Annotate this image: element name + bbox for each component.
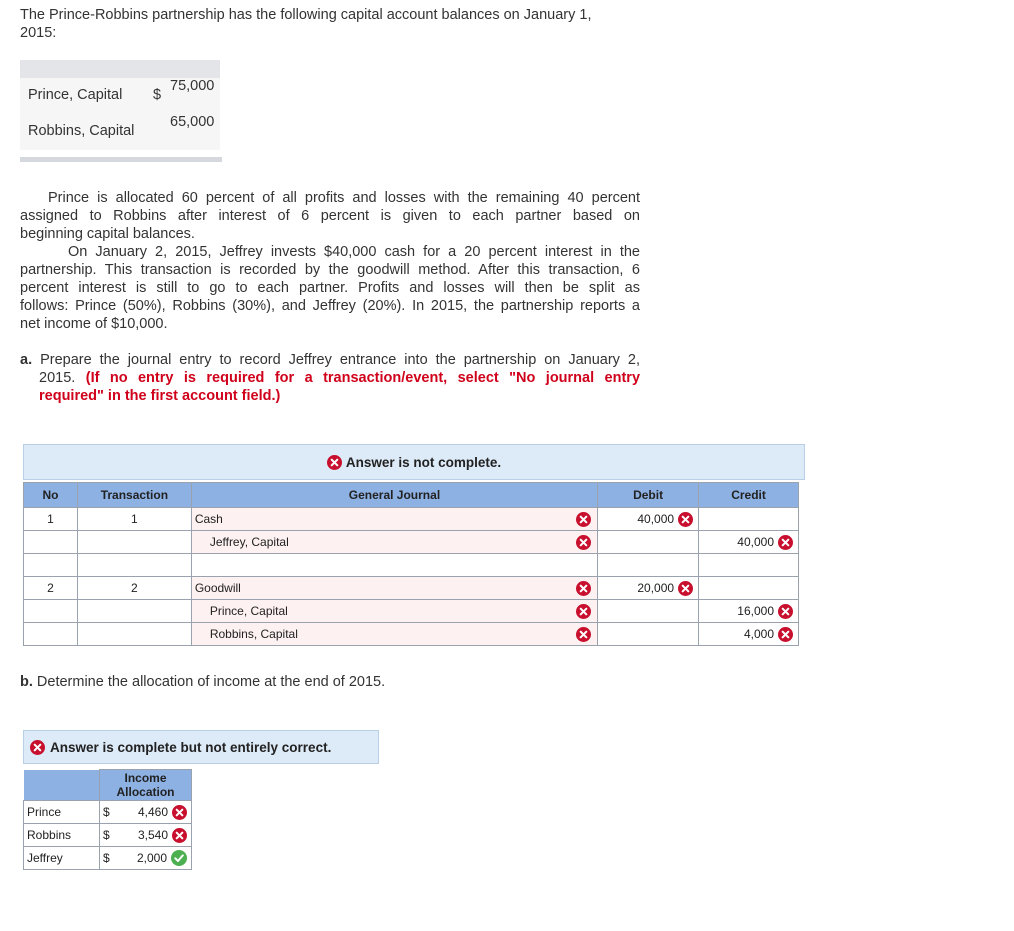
income-allocation-header: Income Allocation xyxy=(100,770,192,801)
journal-account-name: Cash xyxy=(194,512,223,526)
col-credit: Credit xyxy=(699,483,799,508)
journal-account-cell[interactable] xyxy=(191,623,597,646)
incorrect-icon xyxy=(30,740,45,755)
journal-account-cell[interactable] xyxy=(191,531,597,554)
partner-name-cell: Prince xyxy=(24,801,100,824)
journal-row xyxy=(24,531,799,554)
journal-transaction-cell xyxy=(77,554,191,577)
income-value-cell[interactable] xyxy=(100,824,192,847)
part-b-instructions: b. Determine the allocation of income at the end of 2015. xyxy=(20,674,386,690)
incorrect-icon xyxy=(778,627,793,642)
journal-no-cell: 1 xyxy=(24,508,78,531)
journal-status-banner xyxy=(23,444,805,480)
journal-account-cell[interactable] xyxy=(191,600,597,623)
incorrect-icon xyxy=(778,535,793,550)
capital-balances-header xyxy=(20,60,220,78)
journal-account-name: Prince, Capital xyxy=(209,604,288,618)
journal-debit-cell[interactable] xyxy=(598,508,699,531)
journal-row xyxy=(24,623,799,646)
income-value-cell[interactable] xyxy=(100,801,192,824)
journal-credit-cell[interactable] xyxy=(699,623,799,646)
part-a-note: (If no entry is required for a transaction/event, select "No journal entry xyxy=(85,370,641,386)
journal-debit-cell[interactable] xyxy=(598,531,699,554)
income-value: 3,540 xyxy=(137,828,168,842)
income-value-cell[interactable] xyxy=(100,847,192,870)
income-row xyxy=(24,824,192,847)
journal-debit-value: 40,000 xyxy=(637,512,675,526)
income-status-banner xyxy=(23,730,379,764)
incorrect-icon xyxy=(172,828,187,843)
income-status-text: Answer is complete but not entirely correct. xyxy=(50,739,332,755)
journal-row xyxy=(24,577,799,600)
general-journal-table xyxy=(23,482,799,646)
incorrect-icon xyxy=(576,627,591,642)
part-a-instructions: a. Prepare the journal entry to record Jeffrey entrance into the partnership on January 2, 2015. (If no entry is required for a transaction/event, select "No journal entry required" in the first account field.) xyxy=(20,352,641,404)
incorrect-icon xyxy=(778,604,793,619)
income-row xyxy=(24,801,192,824)
incorrect-icon xyxy=(172,805,187,820)
col-debit: Debit xyxy=(598,483,699,508)
incorrect-icon xyxy=(576,512,591,527)
journal-header-row xyxy=(24,483,799,508)
income-value: 4,460 xyxy=(137,805,168,819)
journal-debit-value: 20,000 xyxy=(637,581,675,595)
journal-transaction-cell xyxy=(77,600,191,623)
capital-balances-divider xyxy=(20,157,222,162)
robbins-capital-label: Robbins, Capital xyxy=(28,123,135,139)
robbins-capital-value: 65,000 xyxy=(170,114,215,130)
journal-row xyxy=(24,600,799,623)
prince-capital-value: 75,000 xyxy=(170,78,215,94)
profit-allocation-paragraph: Prince is allocated 60 percent of all profits and losses with the remaining 40 percent assigned to Robbins after interest of 6 percent is given to each partner based on beginning capital balances. xyxy=(20,190,640,242)
incorrect-icon xyxy=(576,535,591,550)
part-b-letter: b. xyxy=(20,674,33,690)
currency-symbol: $ xyxy=(103,828,110,842)
incorrect-icon xyxy=(678,581,693,596)
jeffrey-investment-paragraph: On January 2, 2015, Jeffrey invests $40,000 cash for a 20 percent interest in the partnership. This transaction is recorded by the goodwill method. After this transaction, 6 percent interest is still to go to each partner. Profits and losses will then be split as follows: Prince (50%), Robbins (30%), and Jeffrey (20%). In 2015, the partnership reports a net income of $10,000. xyxy=(20,244,640,332)
journal-credit-value: 16,000 xyxy=(737,604,774,618)
journal-account-cell[interactable] xyxy=(191,577,597,600)
col-no: No xyxy=(24,483,78,508)
journal-transaction-cell xyxy=(77,531,191,554)
currency-symbol: $ xyxy=(103,805,110,819)
journal-row xyxy=(24,554,799,577)
journal-credit-cell[interactable] xyxy=(699,531,799,554)
journal-account-cell[interactable] xyxy=(191,554,597,577)
journal-status-text: Answer is not complete. xyxy=(345,454,502,470)
intro-text: The Prince-Robbins partnership has the following capital account balances on January 1, 2015: xyxy=(20,7,592,41)
journal-debit-cell[interactable] xyxy=(598,577,699,600)
journal-no-cell xyxy=(24,623,78,646)
partner-name-cell: Robbins xyxy=(24,824,100,847)
journal-account-name: Robbins, Capital xyxy=(209,627,298,641)
col-transaction: Transaction xyxy=(77,483,191,508)
incorrect-icon xyxy=(678,512,693,527)
income-allocation-table xyxy=(23,769,192,870)
col-general-journal: General Journal xyxy=(191,483,597,508)
income-row xyxy=(24,847,192,870)
journal-no-cell xyxy=(24,531,78,554)
journal-no-cell: 2 xyxy=(24,577,78,600)
income-header-row xyxy=(24,770,192,801)
prince-capital-label: Prince, Capital xyxy=(28,87,123,103)
incorrect-icon xyxy=(576,604,591,619)
correct-check-icon xyxy=(171,850,187,866)
journal-debit-cell[interactable] xyxy=(598,600,699,623)
incorrect-icon xyxy=(327,455,342,470)
journal-credit-cell[interactable] xyxy=(699,577,799,600)
journal-debit-cell[interactable] xyxy=(598,554,699,577)
journal-account-cell[interactable] xyxy=(191,508,597,531)
journal-transaction-cell: 2 xyxy=(77,577,191,600)
incorrect-icon xyxy=(576,581,591,596)
income-value: 2,000 xyxy=(136,851,167,865)
journal-transaction-cell xyxy=(77,623,191,646)
prince-capital-currency: $ xyxy=(153,87,162,103)
currency-symbol: $ xyxy=(103,851,110,865)
journal-credit-cell[interactable] xyxy=(699,600,799,623)
journal-no-cell xyxy=(24,554,78,577)
income-header-blank xyxy=(24,770,100,801)
journal-credit-value: 40,000 xyxy=(737,535,774,549)
journal-row xyxy=(24,508,799,531)
journal-debit-cell[interactable] xyxy=(598,623,699,646)
journal-credit-cell[interactable] xyxy=(699,554,799,577)
journal-credit-value: 4,000 xyxy=(743,627,774,641)
journal-account-name: Goodwill xyxy=(194,581,241,595)
journal-account-name: Jeffrey, Capital xyxy=(209,535,289,549)
journal-transaction-cell: 1 xyxy=(77,508,191,531)
partner-name-cell: Jeffrey xyxy=(24,847,100,870)
journal-no-cell xyxy=(24,600,78,623)
journal-credit-cell[interactable] xyxy=(699,508,799,531)
part-a-letter: a. xyxy=(20,352,33,368)
